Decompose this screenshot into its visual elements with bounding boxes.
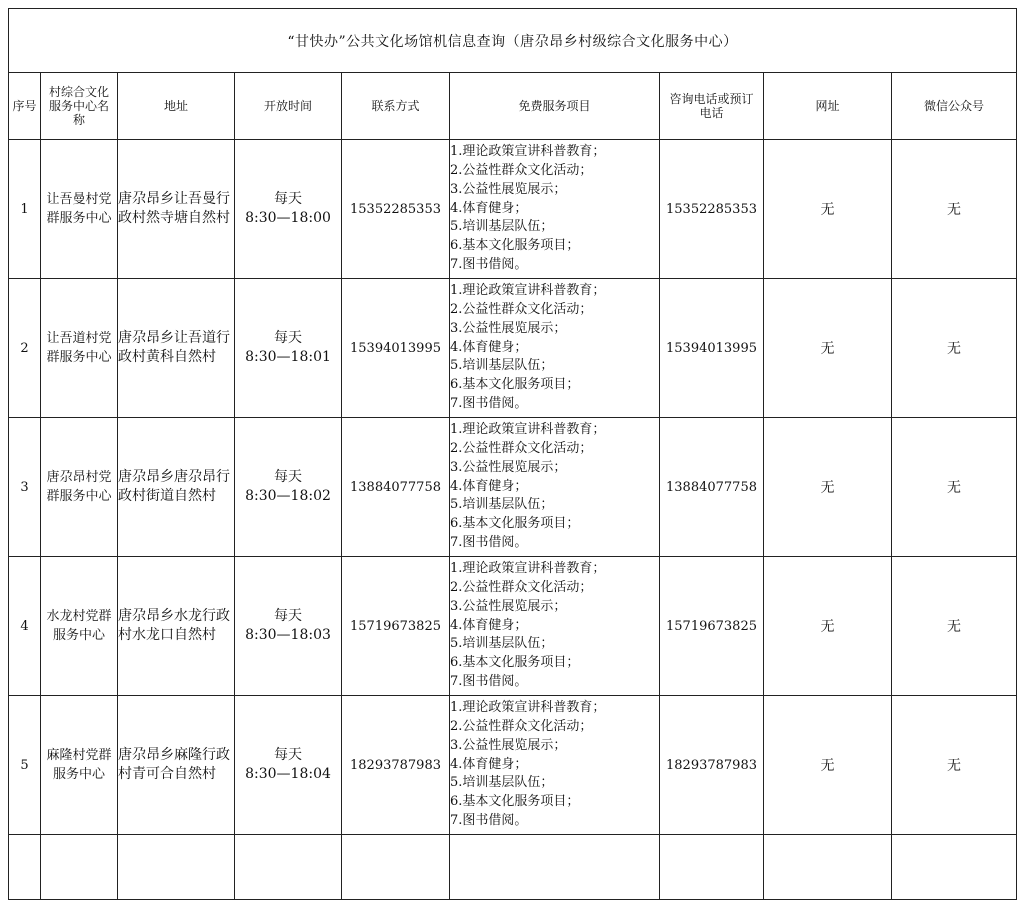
service-item: 3.公益性展览展示；: [450, 737, 567, 753]
hotline-phone: 15719673825: [660, 557, 764, 696]
table-row: [9, 140, 1017, 279]
opening-days: 每天: [274, 469, 302, 485]
header-wechat: 微信公众号: [892, 73, 1017, 140]
center-address: 唐尕昂乡让吾道行政村黄科自然村: [118, 279, 235, 418]
opening-time-range: 8:30—18:04: [245, 766, 331, 782]
header-hotline: [660, 73, 764, 140]
header-center-name: [41, 73, 118, 140]
wechat-value: 无: [892, 557, 1017, 696]
wechat-value: 无: [892, 279, 1017, 418]
opening-days: 每天: [274, 747, 302, 763]
service-item: 7.图书借阅。: [450, 256, 528, 272]
hotline-phone: 13884077758: [660, 418, 764, 557]
service-item: 2.公益性群众文化活动；: [450, 302, 593, 317]
website-value: 无: [764, 418, 892, 557]
service-item: 5.培训基层队伍；: [450, 636, 554, 652]
service-item: 6.基本文化服务项目；: [450, 238, 580, 254]
service-item: 2.公益性群众文化活动；: [450, 163, 593, 178]
empty-cell: [342, 835, 450, 900]
opening-hours: [235, 279, 342, 418]
empty-cell: [41, 835, 118, 900]
contact-phone: 18293787983: [342, 696, 450, 835]
website-value: 无: [764, 696, 892, 835]
center-name: 让吾道村党群服务中心: [41, 279, 118, 418]
service-item: 1.理论政策宣讲科普教育；: [450, 283, 606, 299]
service-item: 2.公益性群众文化活动；: [450, 580, 593, 595]
service-item: 4.体育健身；: [450, 756, 528, 772]
contact-phone: 15352285353: [342, 140, 450, 279]
empty-cell: [118, 835, 235, 900]
hotline-phone: 15394013995: [660, 279, 764, 418]
header-address: 地址: [118, 73, 235, 140]
row-index: 1: [9, 140, 41, 279]
service-item: 3.公益性展览展示；: [450, 598, 567, 614]
wechat-value: 无: [892, 418, 1017, 557]
service-item: 5.培训基层队伍；: [450, 497, 554, 513]
table-row: [9, 696, 1017, 835]
table-row: [9, 418, 1017, 557]
free-services-list: [450, 418, 660, 557]
empty-cell: [660, 835, 764, 900]
row-index: 3: [9, 418, 41, 557]
empty-cell: [892, 835, 1017, 900]
service-item: 6.基本文化服务项目；: [450, 377, 580, 393]
service-item: 2.公益性群众文化活动；: [450, 719, 593, 734]
service-item: 6.基本文化服务项目；: [450, 516, 580, 532]
table-row: [9, 557, 1017, 696]
header-hotline-text: 咨询电话或预订电话: [669, 92, 754, 120]
empty-cell: [450, 835, 660, 900]
opening-hours: [235, 140, 342, 279]
hotline-phone: 18293787983: [660, 696, 764, 835]
service-item: 3.公益性展览展示；: [450, 459, 567, 475]
free-services-list: [450, 140, 660, 279]
culture-venue-info-table: [8, 8, 1017, 900]
center-address: 唐尕昂乡麻隆行政村青可合自然村: [118, 696, 235, 835]
header-contact: 联系方式: [342, 73, 450, 140]
service-item: 1.理论政策宣讲科普教育；: [450, 422, 606, 438]
header-services: 免费服务项目: [450, 73, 660, 140]
service-item: 3.公益性展览展示；: [450, 181, 567, 197]
empty-cell: [9, 835, 41, 900]
header-index: 序号: [9, 73, 41, 140]
header-hours: 开放时间: [235, 73, 342, 140]
service-item: 7.图书借阅。: [450, 673, 528, 689]
contact-phone: 15394013995: [342, 279, 450, 418]
center-name: 麻隆村党群服务中心: [41, 696, 118, 835]
service-item: 4.体育健身；: [450, 200, 528, 216]
center-name: 让吾曼村党群服务中心: [41, 140, 118, 279]
service-item: 1.理论政策宣讲科普教育；: [450, 561, 606, 577]
service-item: 4.体育健身；: [450, 339, 528, 355]
column-header-row: [9, 73, 1017, 140]
service-item: 7.图书借阅。: [450, 812, 528, 828]
opening-days: 每天: [274, 608, 302, 624]
header-center-name-text: 村综合文化服务中心名称: [48, 85, 109, 127]
table-title: “甘快办”公共文化场馆机信息查询（唐尕昂乡村级综合文化服务中心）: [9, 9, 1017, 73]
service-item: 4.体育健身；: [450, 478, 528, 494]
opening-days: 每天: [274, 191, 302, 207]
empty-table-row: [9, 835, 1017, 900]
service-item: 2.公益性群众文化活动；: [450, 441, 593, 456]
row-index: 4: [9, 557, 41, 696]
empty-cell: [764, 835, 892, 900]
service-item: 6.基本文化服务项目；: [450, 655, 580, 671]
header-website: 网址: [764, 73, 892, 140]
website-value: 无: [764, 279, 892, 418]
wechat-value: 无: [892, 696, 1017, 835]
service-item: 3.公益性展览展示；: [450, 320, 567, 336]
opening-time-range: 8:30—18:00: [245, 210, 331, 226]
service-item: 5.培训基层队伍；: [450, 219, 554, 235]
service-item: 1.理论政策宣讲科普教育；: [450, 144, 606, 160]
opening-hours: [235, 696, 342, 835]
opening-time-range: 8:30—18:02: [245, 488, 331, 504]
service-item: 1.理论政策宣讲科普教育；: [450, 700, 606, 716]
service-item: 7.图书借阅。: [450, 395, 528, 411]
hotline-phone: 15352285353: [660, 140, 764, 279]
opening-hours: [235, 418, 342, 557]
website-value: 无: [764, 140, 892, 279]
service-item: 4.体育健身；: [450, 617, 528, 633]
contact-phone: 15719673825: [342, 557, 450, 696]
opening-time-range: 8:30—18:03: [245, 627, 331, 643]
center-address: 唐尕昂乡让吾曼行政村然寺塘自然村: [118, 140, 235, 279]
row-index: 5: [9, 696, 41, 835]
row-index: 2: [9, 279, 41, 418]
center-address: 唐尕昂乡唐尕昂行政村街道自然村: [118, 418, 235, 557]
center-name: 水龙村党群服务中心: [41, 557, 118, 696]
free-services-list: [450, 696, 660, 835]
empty-cell: [235, 835, 342, 900]
service-item: 5.培训基层队伍；: [450, 775, 554, 791]
service-item: 5.培训基层队伍；: [450, 358, 554, 374]
website-value: 无: [764, 557, 892, 696]
service-item: 6.基本文化服务项目；: [450, 794, 580, 810]
free-services-list: [450, 279, 660, 418]
center-name: 唐尕昂村党群服务中心: [41, 418, 118, 557]
center-address: 唐尕昂乡水龙行政村水龙口自然村: [118, 557, 235, 696]
wechat-value: 无: [892, 140, 1017, 279]
opening-days: 每天: [274, 330, 302, 346]
free-services-list: [450, 557, 660, 696]
opening-hours: [235, 557, 342, 696]
opening-time-range: 8:30—18:01: [245, 349, 331, 365]
service-item: 7.图书借阅。: [450, 534, 528, 550]
contact-phone: 13884077758: [342, 418, 450, 557]
table-row: [9, 279, 1017, 418]
